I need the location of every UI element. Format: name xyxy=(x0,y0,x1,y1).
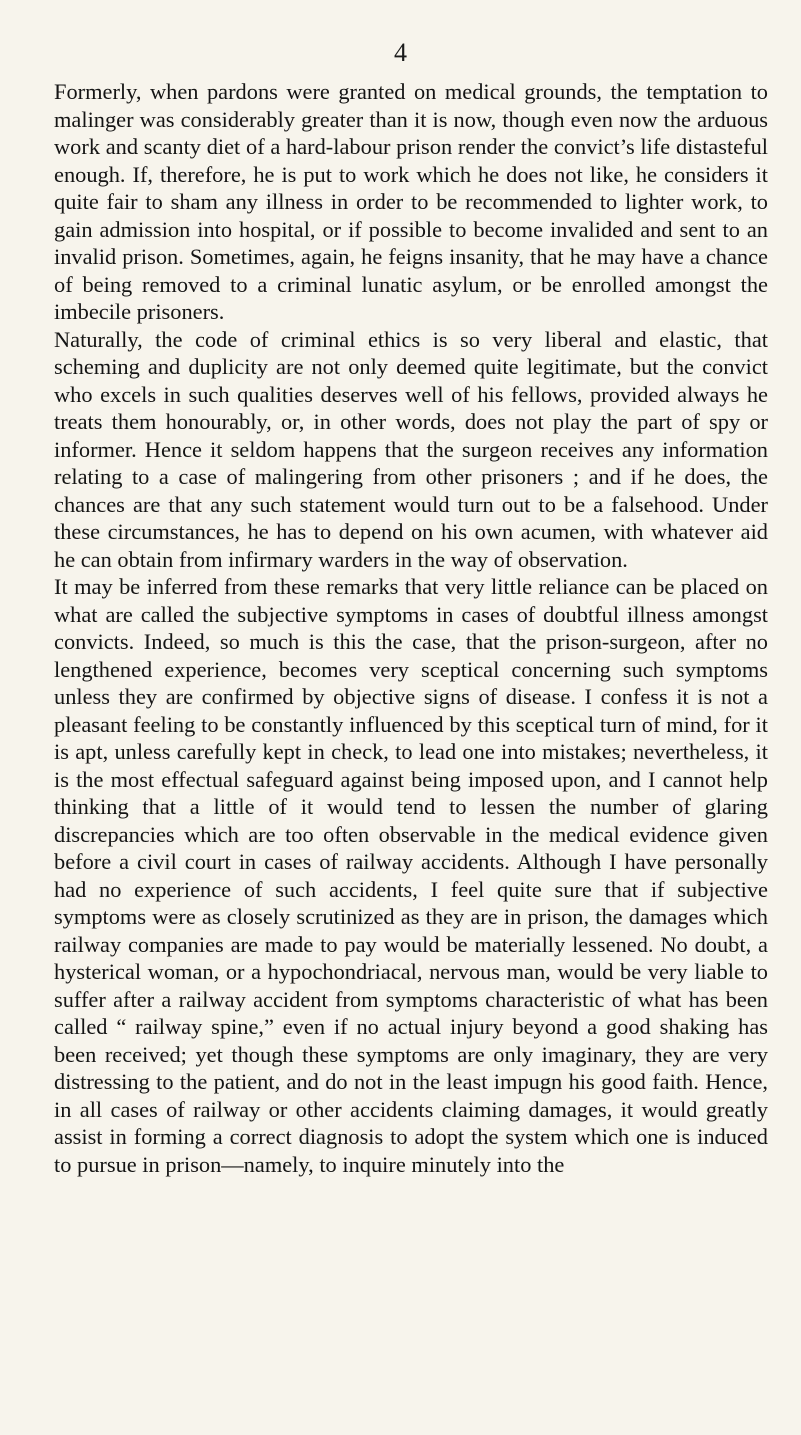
body-text xyxy=(54,78,768,1178)
page-number: 4 xyxy=(394,38,407,67)
paragraph-criminal-ethics: Naturally, the code of criminal ethics is so very liberal and elastic, that scheming and duplicity are not only deemed quite legitimate, but the convict who excels in such qualities deserves well of his fellows, provided always he treats them honourably, or, in other words, does not play the part of spy or informer. Hence it seldom happens that the surgeon receives any information relating to a case of malingering from other prisoners ; and if he does, the chances are that any such statement would turn out to be a falsehood. Under these circumstances, he has to depend on his own acumen, with whatever aid he can obtain from infirmary warders in the way of observation. xyxy=(54,326,768,572)
paragraph-subjective-symptoms: It may be inferred from these remarks that very little reliance can be placed on what are called the subjective symptoms in cases of doubtful illness amongst convicts. Indeed, so much is this the case, that the prison-surgeon, after no lengthened experience, becomes very sceptical concerning such symptoms unless they are confirmed by objective signs of disease. I confess it is not a pleasant feeling to be constantly influenced by this sceptical turn of mind, for it is apt, unless carefully kept in check, to lead one into mistakes; nevertheless, it is the most effectual safeguard against being imposed upon, and I cannot help thinking that a little of it would tend to lessen the number of glaring discrepancies which are too often observable in the medical evidence given before a civil court in cases of railway accidents. Although I have personally had no experience of such accidents, I feel quite sure that if subjective symptoms were as closely scrutinized as they are in prison, the damages which railway companies are made to pay would be materially lessened. No doubt, a hysterical woman, or a hypochondriacal, nervous man, would be very liable to suffer after a railway accident from symptoms characteristic of what has been called “ railway spine,” even if no actual injury beyond a good shaking has been received; yet though these symptoms are only imaginary, they are very distressing to the patient, and do not in the least impugn his good faith. Hence, in all cases of railway or other accidents claiming damages, it would greatly assist in forming a correct diagnosis to adopt the system which one is induced to pursue in prison—namely, to inquire minutely into the xyxy=(54,574,768,1177)
paragraph-malingering-history: Formerly, when pardons were granted on medical grounds, the temptation to malinger was considerably greater than it is now, though even now the arduous work and scanty diet of a hard-labour prison render the convict’s life distasteful enough. If, therefore, he is put to work which he does not like, he considers it quite fair to sham any illness in order to be recommended to lighter work, to gain admission into hospital, or if possible to become invalided and sent to an invalid prison. Sometimes, again, he feigns insanity, that he may have a chance of being removed to a criminal lunatic asylum, or be enrolled amongst the imbecile prisoners. xyxy=(54,79,768,324)
